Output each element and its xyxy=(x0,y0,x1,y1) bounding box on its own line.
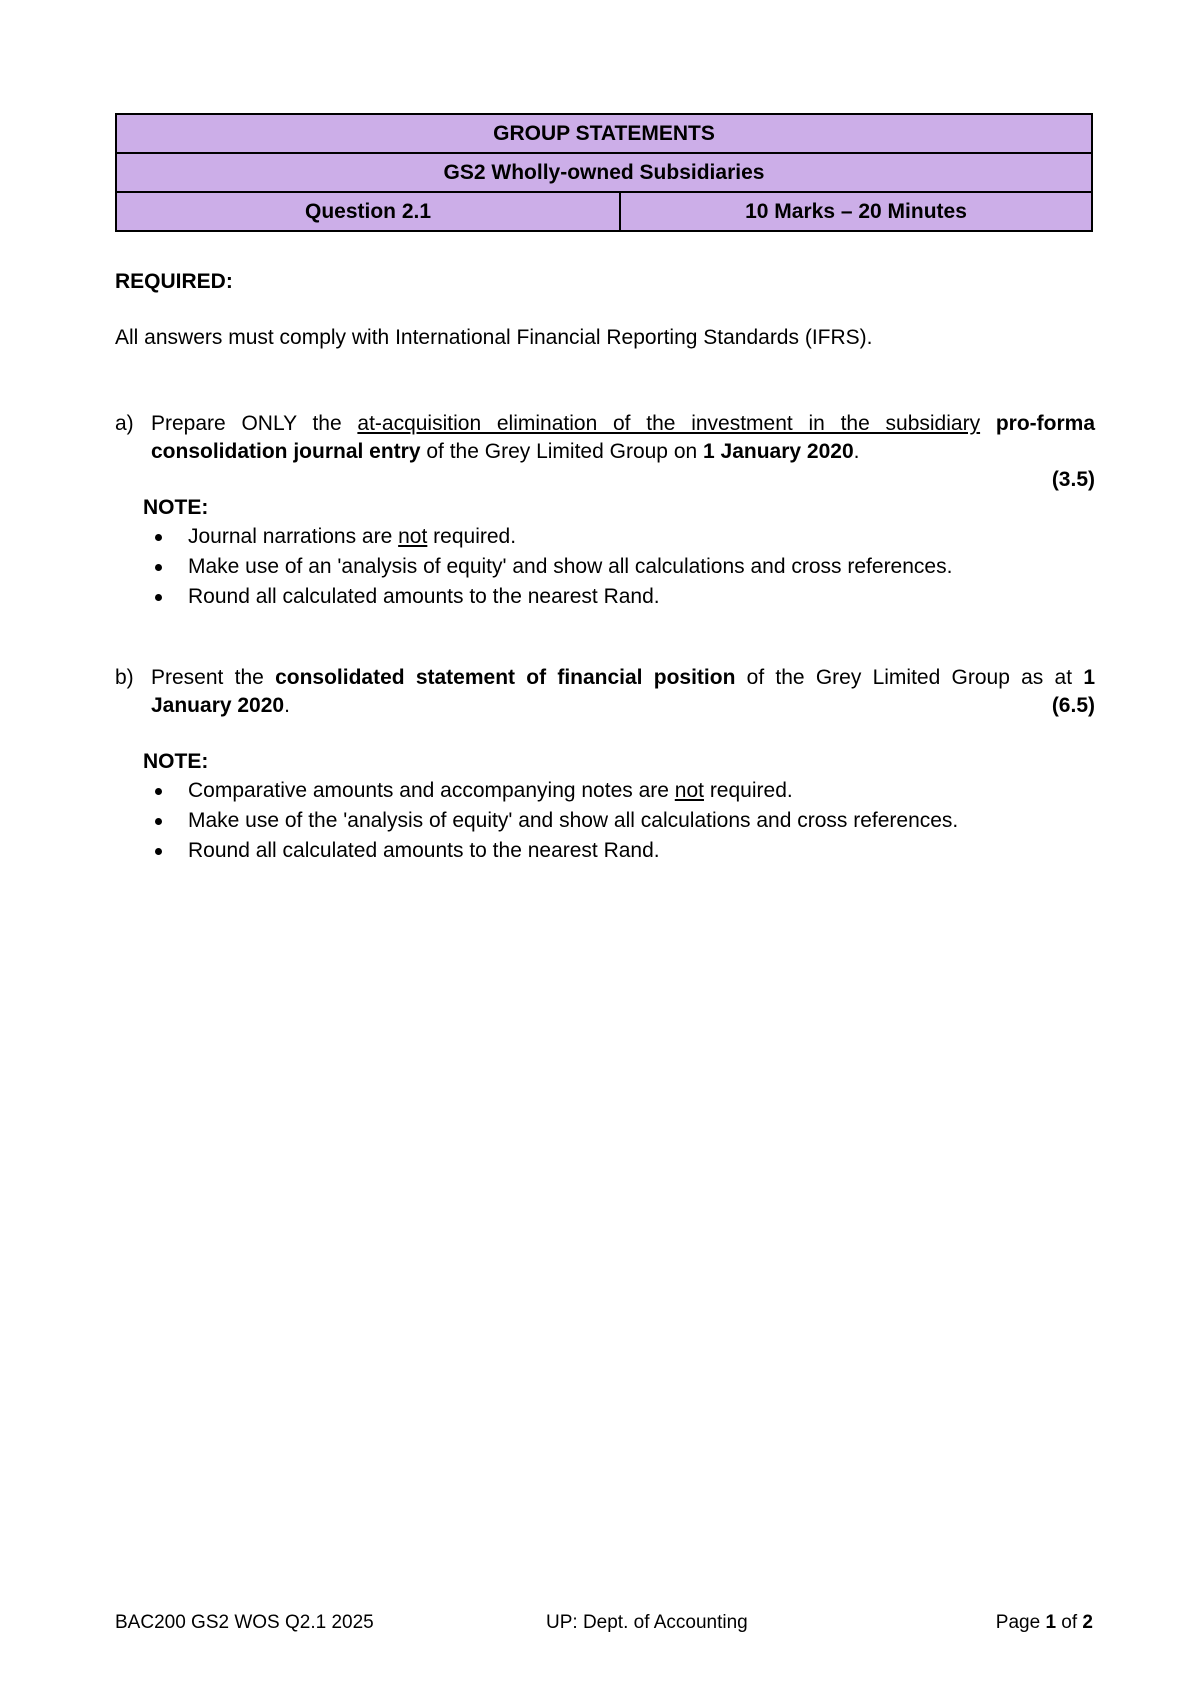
bullet-icon xyxy=(155,788,162,795)
header-subtitle: GS2 Wholly-owned Subsidiaries xyxy=(116,153,1092,192)
part-a-text xyxy=(151,410,1095,466)
required-heading: REQUIRED: xyxy=(115,270,233,293)
part-b-text: Present the consolidated statement of financial position of the Grey Limited Group as at 1 January 2020. (6.5) xyxy=(151,664,1095,720)
part-b-date: 1 January 2020 xyxy=(151,666,1095,717)
header-question: Question 2.1 xyxy=(116,192,620,231)
part-b-marks: (6.5) xyxy=(1051,694,1095,717)
bullet-icon xyxy=(155,818,162,825)
list-item: Make use of an 'analysis of equity' and show all calculations and cross references. xyxy=(143,552,1093,582)
part-a-label: a) xyxy=(115,412,134,435)
bullet-icon xyxy=(155,848,162,855)
part-b-notes xyxy=(143,776,1093,866)
part-a-text-6: . xyxy=(853,440,860,463)
part-a-marks: (3.5) xyxy=(1051,468,1095,491)
part-a-text-4: of the Grey Limited Group on xyxy=(420,440,704,463)
footer-department: UP: Dept. of Accounting xyxy=(546,1612,748,1633)
part-b-text-bold: consolidated statement of financial position xyxy=(275,666,736,689)
part-b-label: b) xyxy=(115,666,134,689)
list-item: Make use of the 'analysis of equity' and show all calculations and cross references. xyxy=(143,806,1093,836)
part-a-text-bold: pro-forma consolidation journal entry xyxy=(151,412,1095,463)
required-intro: All answers must comply with International Financial Reporting Standards (IFRS). xyxy=(115,326,873,349)
part-a-text-underlined: at-acquisition elimination of the investment in the subsidiary xyxy=(357,412,981,435)
part-b-note-title: NOTE: xyxy=(143,750,209,773)
bullet-icon xyxy=(155,564,162,571)
part-a xyxy=(115,410,1095,494)
list-item: Round all calculated amounts to the nearest Rand. xyxy=(143,836,1093,866)
part-a-date: 1 January 2020 xyxy=(703,440,854,463)
list-item: Comparative amounts and accompanying notes are not required. xyxy=(143,776,1093,806)
part-a-text-1: Prepare ONLY the xyxy=(151,412,358,435)
bullet-icon xyxy=(155,594,162,601)
part-a-note-title: NOTE: xyxy=(143,496,209,519)
footer-course-code: BAC200 GS2 WOS Q2.1 2025 xyxy=(115,1612,374,1633)
bullet-icon xyxy=(155,534,162,541)
footer-page-number: Page 1 of 2 xyxy=(995,1612,1093,1633)
part-b xyxy=(115,664,1095,720)
header-marks-time: 10 Marks – 20 Minutes xyxy=(620,192,1092,231)
part-a-notes xyxy=(143,522,1093,612)
list-item: Journal narrations are not required. xyxy=(143,522,1093,552)
header-title: GROUP STATEMENTS xyxy=(116,114,1092,153)
header-table xyxy=(115,113,1093,232)
list-item: Round all calculated amounts to the nearest Rand. xyxy=(143,582,1093,612)
